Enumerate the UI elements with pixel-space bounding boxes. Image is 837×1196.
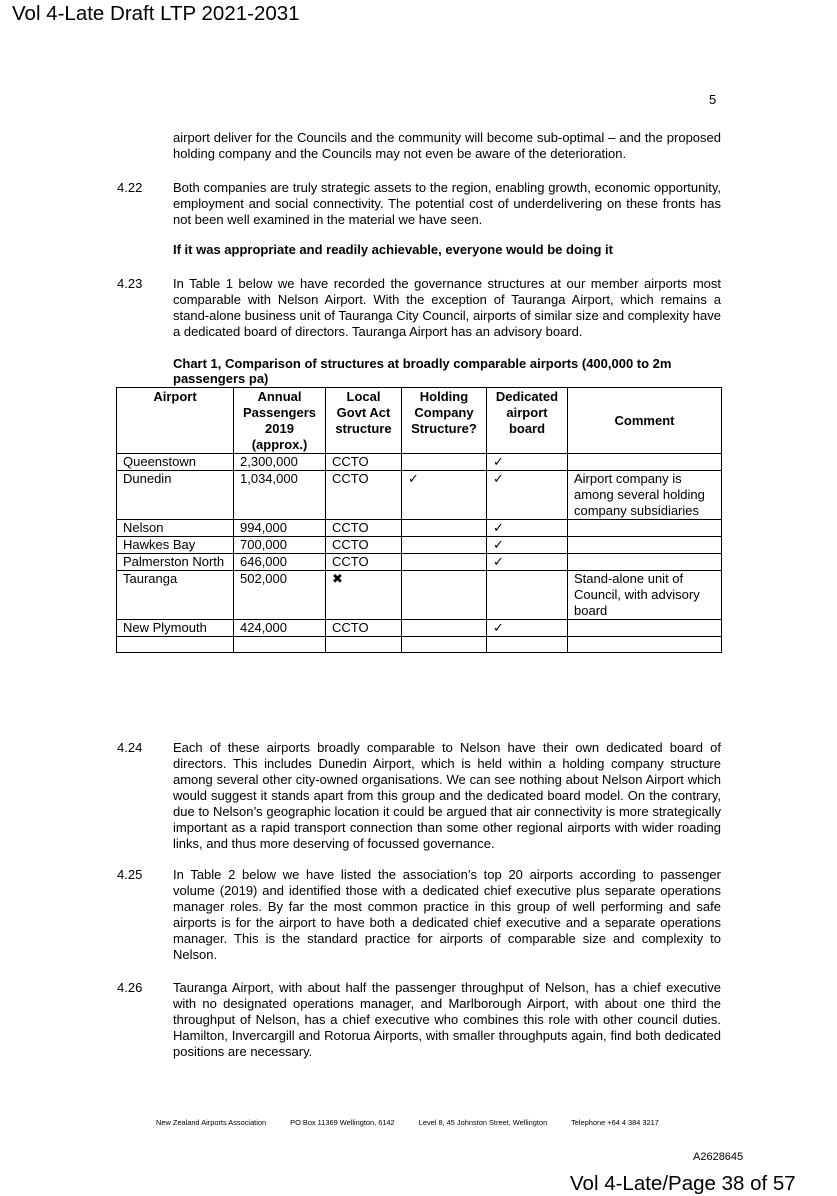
footer-phone: Telephone +64 4 384 3217 xyxy=(571,1118,659,1127)
cell-local-govt: CCTO xyxy=(326,620,402,637)
section-heading: If it was appropriate and readily achievable, everyone would be doing it xyxy=(173,242,613,257)
table-row xyxy=(117,454,722,471)
paragraph-number: 4.26 xyxy=(117,980,143,995)
cell-board: ✓ xyxy=(487,454,568,471)
cell-passengers: 1,034,000 xyxy=(234,471,326,520)
paragraph-4-26 xyxy=(117,980,721,1060)
cell-comment xyxy=(568,537,722,554)
cell-holding xyxy=(402,620,487,637)
cell-passengers: 994,000 xyxy=(234,520,326,537)
document-reference: A2628645 xyxy=(693,1151,744,1163)
cell-passengers: 2,300,000 xyxy=(234,454,326,471)
cell-comment xyxy=(568,620,722,637)
chart-caption: Chart 1, Comparison of structures at broadly comparable airports (400,000 to 2m passengers pa) xyxy=(173,356,672,386)
column-header-board: Dedicated airport board xyxy=(487,388,568,454)
paragraph-text: Tauranga Airport, with about half the passenger throughput of Nelson, has a chief executive with no designated operations manager, and Marlborough Airport, with about one third the throughput of Nelson, has a chief executive who combines this role with other council duties. Hamilton, Invercargill and Rotorua Airports, with smaller throughputs again, find both dedicated positions are necessary. xyxy=(173,980,721,1059)
cell-holding xyxy=(402,520,487,537)
cell-board: ✓ xyxy=(487,471,568,520)
cell-board xyxy=(487,571,568,620)
paragraph-text: Both companies are truly strategic assets to the region, enabling growth, economic opportunity, employment and social connectivity. The potential cost of underdelivering on these fronts has not been well examined in the material we have seen. xyxy=(173,180,721,227)
cell-comment: Airport company is among several holding company subsidiaries xyxy=(568,471,722,520)
cell-local-govt: CCTO xyxy=(326,471,402,520)
cell-passengers: 700,000 xyxy=(234,537,326,554)
paragraph-number: 4.23 xyxy=(117,276,143,291)
footer-address: Level 8, 45 Johnston Street, Wellington xyxy=(418,1118,548,1127)
cell-airport: Nelson xyxy=(117,520,234,537)
cell-board: ✓ xyxy=(487,520,568,537)
cell-airport: Palmerston North xyxy=(117,554,234,571)
cell-airport: New Plymouth xyxy=(117,620,234,637)
table-row xyxy=(117,520,722,537)
table-header-row xyxy=(117,388,722,454)
cell-holding xyxy=(402,554,487,571)
cell-holding xyxy=(402,537,487,554)
paragraph-number: 4.24 xyxy=(117,740,143,755)
cell-holding: ✓ xyxy=(402,471,487,520)
table-row xyxy=(117,537,722,554)
table-row xyxy=(117,620,722,637)
cell-comment xyxy=(568,554,722,571)
cell-airport: Queenstown xyxy=(117,454,234,471)
column-header-comment: Comment xyxy=(568,388,722,454)
table-row xyxy=(117,471,722,520)
cell-passengers: 424,000 xyxy=(234,620,326,637)
cell-airport: Hawkes Bay xyxy=(117,537,234,554)
cell-local-govt: CCTO xyxy=(326,520,402,537)
paragraph-text: In Table 2 below we have listed the association’s top 20 airports according to passenger volume (2019) and identified those with a dedicated chief executive plus separate operations manager roles. By far the most common practice in this group of well performing and safe airports is for the airport to have both a dedicated chief executive and a separate operations manager. This is the standard practice for airports of comparable size and complexity to Nelson. xyxy=(173,867,721,962)
column-header-local-govt: Local Govt Act structure xyxy=(326,388,402,454)
cell-passengers: 646,000 xyxy=(234,554,326,571)
cell-comment: Stand-alone unit of Council, with advisory board xyxy=(568,571,722,620)
cell-local-govt: CCTO xyxy=(326,454,402,471)
cell-local-govt: CCTO xyxy=(326,537,402,554)
paragraph-number: 4.22 xyxy=(117,180,143,195)
paragraph-4-23 xyxy=(117,276,721,340)
cell-comment xyxy=(568,520,722,537)
cell-comment xyxy=(568,454,722,471)
paragraph-4-24 xyxy=(117,740,721,852)
cell-board: ✓ xyxy=(487,554,568,571)
page-number: 5 xyxy=(709,92,717,107)
paragraph-text: airport deliver for the Councils and the community will become sub-optimal – and the proposed holding company and the Councils may not even be aware of the deterioration. xyxy=(173,130,721,161)
paragraph-4-25 xyxy=(117,867,721,963)
column-header-passengers: Annual Passengers 2019 (approx.) xyxy=(234,388,326,454)
footer-org: New Zealand Airports Association xyxy=(156,1118,267,1127)
cell-holding xyxy=(402,454,487,471)
paragraph-4-22 xyxy=(117,180,721,228)
table-row xyxy=(117,571,722,620)
airport-comparison-table xyxy=(116,387,722,653)
cell-board: ✓ xyxy=(487,620,568,637)
column-header-airport: Airport xyxy=(117,388,234,454)
cell-airport: Dunedin xyxy=(117,471,234,520)
page-counter: Vol 4-Late/Page 38 of 57 xyxy=(570,1172,796,1195)
cell-local-govt: CCTO xyxy=(326,554,402,571)
cell-holding xyxy=(402,571,487,620)
cell-airport: Tauranga xyxy=(117,571,234,620)
paragraph-text: In Table 1 below we have recorded the governance structures at our member airports most comparable with Nelson Airport. With the exception of Tauranga Airport, which remains a stand-alone business unit of Tauranga City Council, airports of similar size and complexity have a dedicated board of directors. Tauranga Airport has an advisory board. xyxy=(173,276,721,339)
table-row xyxy=(117,554,722,571)
column-header-holding: Holding Company Structure? xyxy=(402,388,487,454)
cell-board: ✓ xyxy=(487,537,568,554)
paragraph-number: 4.25 xyxy=(117,867,143,882)
document-header-title: Vol 4-Late Draft LTP 2021-2031 xyxy=(12,2,300,25)
page-footer xyxy=(156,1118,681,1127)
cell-local-govt: ✖ xyxy=(326,571,402,620)
footer-po-box: PO Box 11369 Wellington, 6142 xyxy=(290,1118,395,1127)
table-row-empty xyxy=(117,637,722,653)
cell-passengers: 502,000 xyxy=(234,571,326,620)
paragraph-text: Each of these airports broadly comparable to Nelson have their own dedicated board of directors. This includes Dunedin Airport, which is held within a holding company structure among several other city-owned organisations. We can see nothing about Nelson Airport which would suggest it stands apart from this group and the dedicated board model. On the contrary, due to Nelson’s geographic location it could be argued that air connectivity is more strategically important as a rapid transport connection than some other regional airports with wider roading links, and thus more deserving of focussed governance. xyxy=(173,740,721,851)
paragraph-continued xyxy=(173,130,721,162)
